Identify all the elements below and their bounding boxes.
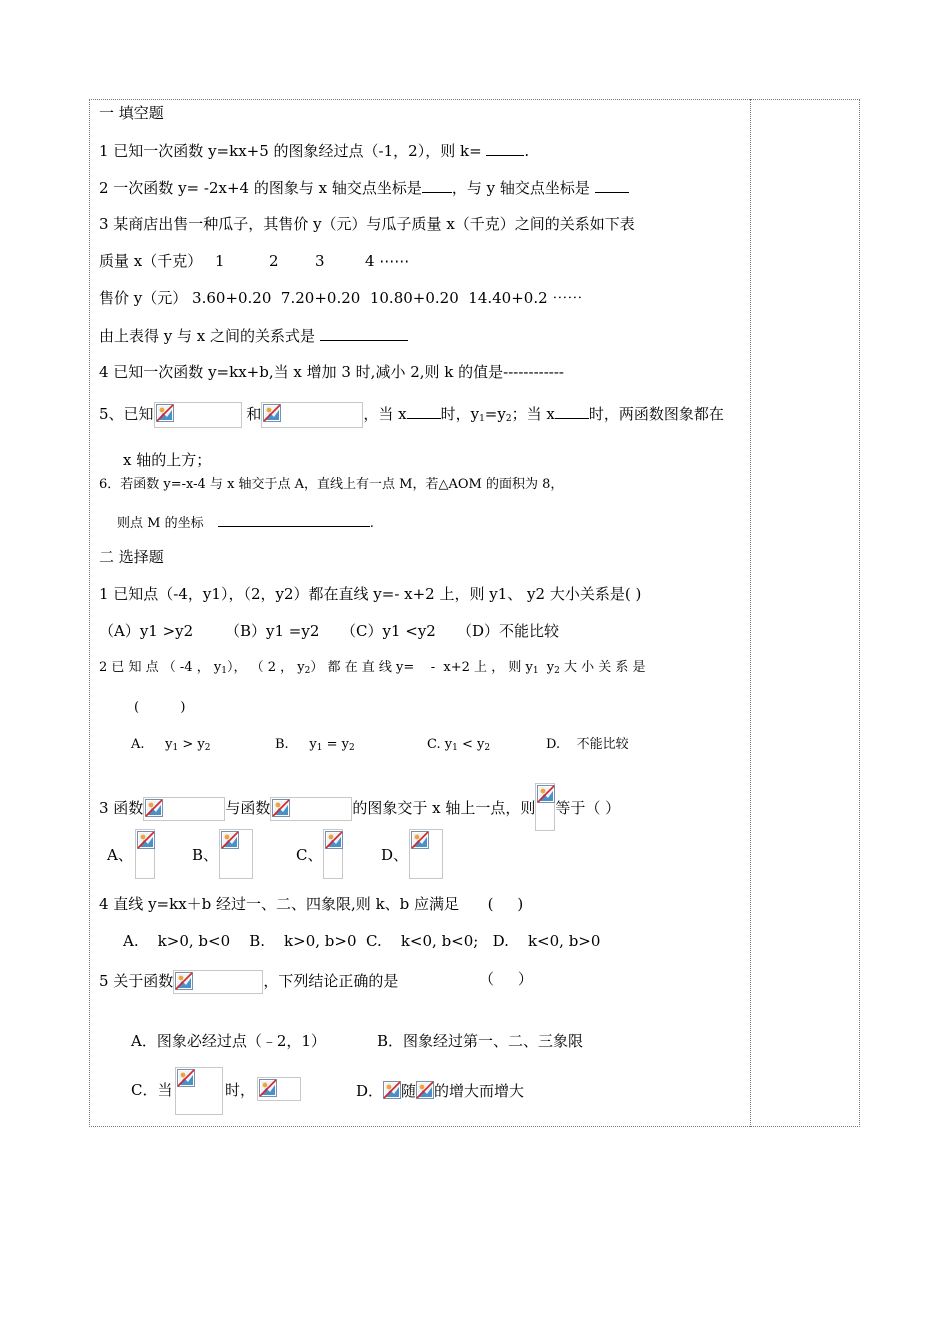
question-text: 的图象交于 x 轴上一点，则 [352, 799, 536, 817]
section-title-fill-blank: 一 填空题 [99, 104, 164, 122]
choice-5-option-b: B．图象经过第一、二、三象限 [377, 1032, 584, 1050]
table-row-mass [99, 252, 410, 270]
option-d: D、 [381, 846, 409, 864]
formula-image [173, 970, 263, 994]
table-column-divider [750, 99, 751, 1127]
question-text: 1 已知一次函数 y=kx+5 的图象经过点（-1，2），则 k= [99, 142, 482, 160]
question-6-tail [117, 512, 374, 533]
broken-image-icon [156, 404, 174, 422]
option-d: （D）不能比较 [457, 622, 560, 640]
formula-image [261, 402, 363, 428]
table-cell: 1 [215, 252, 225, 270]
choice-1-options [99, 622, 560, 640]
answer-blank [555, 404, 589, 419]
option-a: > y [178, 737, 205, 752]
question-text: 大 小 关 系 是 [559, 660, 646, 675]
question-text: ，与 y 轴交点坐标是 [451, 179, 590, 197]
question-2 [99, 178, 629, 197]
table-cell: 2 [269, 252, 279, 270]
option-text: D． [356, 1082, 384, 1100]
question-5 [99, 402, 724, 428]
choice-5 [99, 970, 533, 994]
option-a: （A）y1 >y2 [99, 622, 194, 640]
row-values: 3.60+0.20 7.20+0.20 10.80+0.20 14.40+0.2 ⋯⋯ [192, 289, 583, 307]
broken-image-icon [175, 972, 193, 990]
broken-image-icon [263, 404, 281, 422]
question-5-tail: x 轴的上方； [123, 451, 212, 469]
choice-3 [99, 783, 620, 831]
period: . [524, 142, 530, 160]
option-a: A、 [107, 846, 133, 864]
choice-2: 2 已 知 点 （ -4 ， $y_1$）， （ 2 ， $y_2$） 都 在 直 线 y= - x+2 上 ， 则 $y_1$ $y_2$ 大 小 关 系 是 [99, 660, 646, 676]
broken-image-icon [325, 831, 343, 849]
option-b: B、 [192, 846, 219, 864]
question-text: ，下列结论正确的是 [263, 972, 399, 990]
broken-image-icon [221, 831, 239, 849]
formula-image [154, 402, 242, 428]
table-cell: 3 [315, 252, 325, 270]
formula-image [257, 1077, 301, 1101]
question-text: ；当 x [511, 405, 555, 423]
answer-paren: （ ） [479, 970, 533, 988]
option-a-image [135, 829, 155, 879]
option-d: D. 不能比较 [546, 737, 629, 752]
question-text: y [538, 660, 555, 675]
option-b: B. $y_1 = y_2$ [275, 737, 355, 753]
question-text: 与函数 [225, 799, 271, 817]
question-6: 6．若函数 y=-x-4 与 x 轴交于点 A，直线上有一点 M，若△AOM 的面积为 8， [99, 477, 564, 492]
answer-blank [320, 326, 408, 341]
question-text: ，当 x [363, 405, 407, 423]
option-text: 的增大而增大 [434, 1082, 525, 1100]
table-row-price [99, 289, 582, 307]
broken-image-icon [411, 831, 429, 849]
question-text: 2 已 知 点 （ -4 ， y [99, 660, 222, 675]
broken-image-icon [177, 1069, 195, 1087]
question-text: 2 一次函数 y= -2x+4 的图象与 x 轴交点坐标是 [99, 179, 422, 197]
question-4: 4 已知一次函数 y=kx+b,当 x 增加 3 时,减小 2,则 k 的值是------------ [99, 363, 564, 381]
choice-1: 1 已知点（-4，y1），（2，y2）都在直线 y=- x+2 上，则 y1、 y2 大小关系是( ) [99, 585, 642, 603]
answer-blank [486, 141, 524, 156]
question-text: 5 关于函数 [99, 972, 174, 990]
option-b-image [219, 829, 253, 879]
subscript: 1 [479, 414, 485, 424]
question-text: 时，y [440, 405, 480, 423]
broken-image-icon [145, 799, 163, 817]
question-text: ）， （ 2 ， y [226, 660, 305, 675]
question-3-tail [99, 326, 408, 345]
question-text: 和 [246, 405, 262, 423]
answer-blank [595, 178, 629, 193]
question-1 [99, 141, 529, 160]
option-c-image [323, 829, 343, 879]
question-text: 时，两函数图象都在 [588, 405, 724, 423]
broken-image-icon [537, 785, 555, 803]
question-text: ） 都 在 直 线 y= - x+2 上 ， 则 y [310, 660, 533, 675]
formula-image [535, 783, 555, 831]
question-text: 则点 M 的坐标 [117, 516, 204, 531]
choice-4-options: A. k>0, b<0 B. k>0, b>0 C. k<0, b<0; D. k<0, b>0 [123, 932, 601, 950]
option-c: C、 [296, 846, 323, 864]
question-text: =y [484, 405, 506, 423]
option-a: A. y [131, 737, 173, 752]
formula-image [143, 797, 225, 821]
broken-image-icon [416, 1081, 434, 1099]
choice-4: 4 直线 y=kx＋b 经过一、二、四象限,则 k、b 应满足 ( ) [99, 895, 524, 913]
option-text: 时， [225, 1081, 256, 1099]
broken-image-icon [383, 1081, 401, 1099]
answer-blank [422, 178, 452, 193]
option-b: （B）y1 =y2 [225, 622, 320, 640]
subscript: 2 [505, 414, 512, 424]
question-text: 等于（ ） [555, 799, 621, 817]
question-text: 5、已知 [99, 405, 154, 423]
choice-2-paren: ( ) [134, 700, 186, 715]
question-3: 3 某商店出售一种瓜子，其售价 y（元）与瓜子质量 x（千克）之间的关系如下表 [99, 215, 635, 233]
choice-2-options: A. $y_1 > y_2$ B. $y_1 = y_2$ C. $y_1 < y_2$ D. 不能比较 [131, 736, 211, 757]
answer-blank [218, 512, 370, 527]
row-label: 质量 x（千克） [99, 252, 203, 270]
question-text: 由上表得 y 与 x 之间的关系式是 [99, 327, 316, 345]
section-title-choice: 二 选择题 [99, 548, 164, 566]
row-label: 售价 y（元） [99, 289, 188, 307]
option-c: （C）y1 <y2 [341, 622, 436, 640]
table-cell: 4 ⋯⋯ [365, 252, 410, 270]
choice-5-option-a: A．图象必经过点（﹣2，1） [131, 1032, 326, 1050]
broken-image-icon [272, 799, 290, 817]
answer-blank [407, 404, 441, 419]
formula-image [175, 1067, 223, 1115]
choice-5-option-d [356, 1081, 524, 1100]
broken-image-icon [259, 1079, 277, 1097]
period: . [369, 516, 374, 531]
formula-image [270, 797, 352, 821]
option-text: C．当 [131, 1081, 173, 1099]
option-text: 随 [401, 1082, 417, 1100]
option-d-image [409, 829, 443, 879]
question-text: 3 函数 [99, 799, 144, 817]
option-c: C. $y_1 < y_2$ [427, 737, 491, 753]
broken-image-icon [137, 831, 155, 849]
